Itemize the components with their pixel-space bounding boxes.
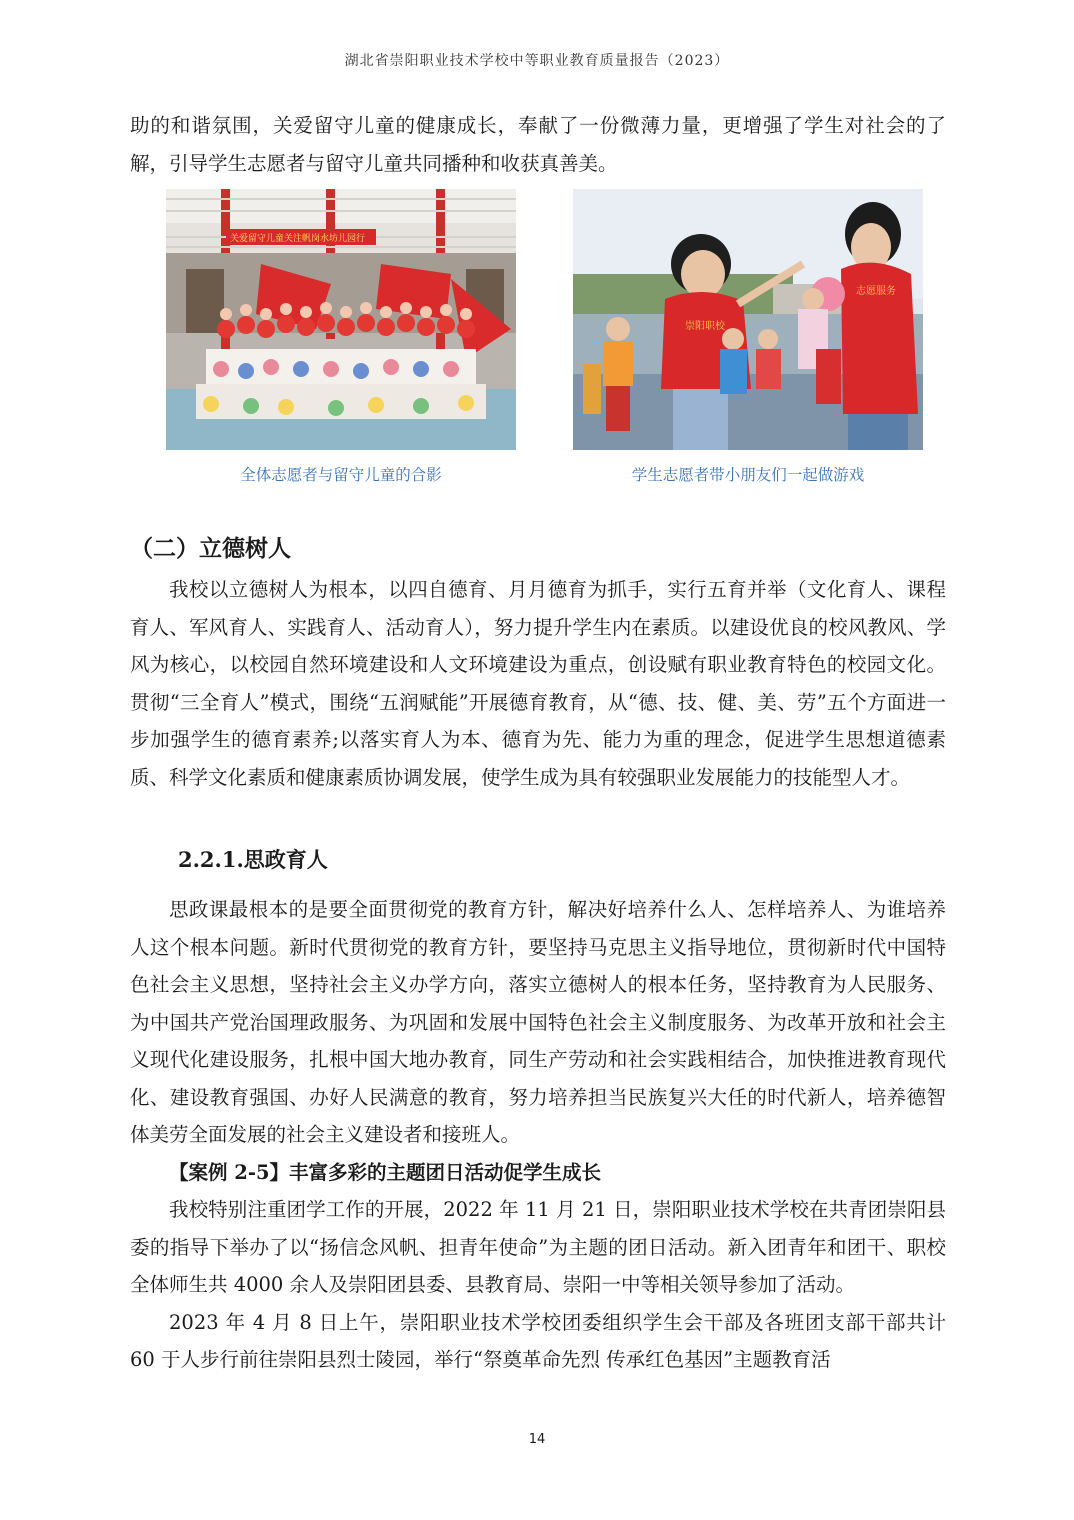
subsection-paragraph: 思政课最根本的是要全面贯彻党的教育方针，解决好培养什么人、怎样培养人、为谁培养人这个根本问题。新时代贯彻党的教育方针，要坚持马克思主义指导地位，贯彻新时代中国特色社会主义思想，坚持社会主义办学方向，落实立德树人的根本任务，坚持教育为人民服务、为中国共产党治国理政服务、为巩固和发展中国特色社会主义制度服务、为改革开放和社会主义现代化建设服务，扎根中国大地办教育，同生产劳动和社会实践相结合，加快推进教育现代化、建设教育强国、办好人民满意的教育，努力培养担当民族复兴大任的时代新人，培养德智体美劳全面发展的社会主义建设者和接班人。: [130, 898, 946, 1146]
game-photo-caption: 学生志愿者带小朋友们一起做游戏: [631, 466, 865, 484]
page-header: 湖北省崇阳职业技术学校中等职业教育质量报告（2023）: [344, 53, 730, 69]
game-photo-image: [573, 189, 923, 450]
subsection-text: [130, 891, 946, 1379]
vest-text-left: 崇阳职校: [685, 321, 725, 332]
case-paragraph-1: 我校特别注重团学工作的开展，2022 年 11 月 21 日，崇阳职业技术学校在共青团崇阳县委的指导下举办了以“扬信念风帆、担青年使命”为主题的团日活动。新入团青年和团干、职校全体师生共 4000 余人及崇阳团县委、县教育局、崇阳一中等相关领导参加了活动。: [130, 1198, 946, 1296]
group-photo-image: [166, 189, 516, 450]
intro-paragraph: 助的和谐氛围，关爱留守儿童的健康成长，奉献了一份微薄力量，更增强了学生对社会的了解，引导学生志愿者与留守儿童共同播种和收获真善美。: [130, 114, 946, 175]
section-paragraph: 我校以立德树人为根本，以四自德育、月月德育为抓手，实行五育并举（文化育人、课程育人、军风育人、实践育人、活动育人），努力提升学生内在素质。以建设优良的校风教风、学风为核心，以校园自然环境建设和人文环境建设为重点，创设赋有职业教育特色的校园文化。贯彻“三全育人”模式，围绕“五润赋能”开展德育教育，从“德、技、健、美、劳”五个方面进一步加强学生的德育素养;以落实育人为本、德育为先、能力为重的理念，促进学生思想道德素质、科学文化素质和健康素质协调发展，使学生成为具有较强职业发展能力的技能型人才。: [130, 578, 946, 789]
game-photo: [573, 189, 923, 450]
intro-text: [130, 107, 946, 182]
page-number: 14: [528, 1432, 546, 1447]
group-photo-caption: 全体志愿者与留守儿童的合影: [240, 466, 442, 484]
section-heading: （二）立德树人: [130, 535, 291, 562]
case-paragraph-2: 2023 年 4 月 8 日上午，崇阳职业技术学校团委组织学生会干部及各班团支部干部共计 60 于人步行前往崇阳县烈士陵园，举行“祭奠革命先烈 传承红色基因”主题教育活: [130, 1310, 946, 1371]
subsection-heading: 2.2.1.思政育人: [178, 847, 328, 872]
group-photo: [166, 189, 516, 450]
vest-text-right: 志愿服务: [856, 286, 896, 297]
section-text: [130, 571, 946, 796]
case-title: 【案例 2-5】丰富多彩的主题团日活动促学生成长: [169, 1160, 602, 1184]
banner-text: 关爱留守儿童关注帆岗水坊儿园行: [230, 234, 366, 244]
